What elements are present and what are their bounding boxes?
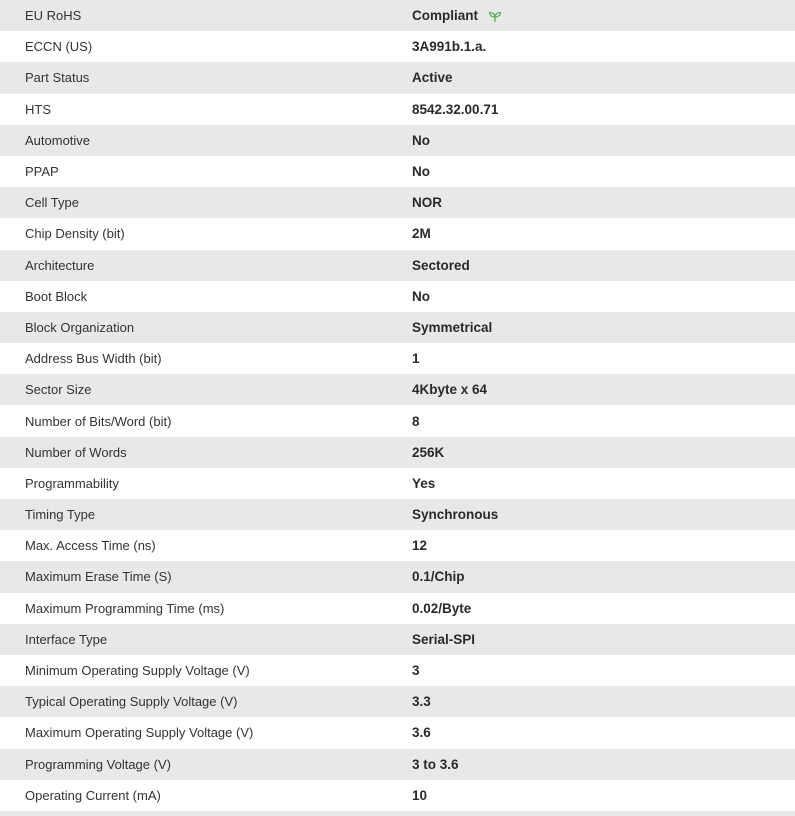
spec-label: Automotive <box>25 132 91 148</box>
spec-value <box>412 0 795 31</box>
spec-label: Typical Operating Supply Voltage (V) <box>25 694 238 710</box>
spec-value: Active <box>412 70 453 86</box>
spec-value: No <box>412 288 430 304</box>
spec-row-boot-block <box>0 281 795 312</box>
spec-row-bits-per-word <box>0 405 795 436</box>
spec-row-eccn <box>0 31 795 62</box>
spec-label: ECCN (US) <box>25 39 93 55</box>
spec-value: 8542.32.00.71 <box>412 101 499 117</box>
spec-row-automotive <box>0 125 795 156</box>
spec-label: Maximum Operating Supply Voltage (V) <box>25 725 254 741</box>
spec-value: 1 <box>412 351 420 367</box>
spec-label: Timing Type <box>25 507 96 523</box>
spec-row-programmability <box>0 468 795 499</box>
spec-value: No <box>412 164 430 180</box>
spec-label: Number of Bits/Word (bit) <box>25 413 172 429</box>
spec-row-cell-type <box>0 187 795 218</box>
spec-label: Sector Size <box>25 382 92 398</box>
spec-row-max-access-time <box>0 530 795 561</box>
spec-row-eu-rohs <box>0 0 795 31</box>
next-row-edge <box>0 811 795 816</box>
spec-row-hts <box>0 94 795 125</box>
spec-value: Sectored <box>412 257 470 273</box>
spec-label: Maximum Erase Time (S) <box>25 569 172 585</box>
spec-label: Part Status <box>25 70 90 86</box>
spec-value: 12 <box>412 538 428 554</box>
spec-value: 8 <box>412 413 420 429</box>
spec-row-interface-type <box>0 624 795 655</box>
spec-value: No <box>412 132 430 148</box>
spec-label: Interface Type <box>25 631 108 647</box>
spec-row-max-erase-time <box>0 561 795 592</box>
spec-label: Programmability <box>25 475 119 491</box>
spec-value: Symmetrical <box>412 319 493 335</box>
spec-value: 3 to 3.6 <box>412 756 459 772</box>
spec-row-timing-type <box>0 499 795 530</box>
spec-label: HTS <box>25 101 51 117</box>
spec-row-chip-density <box>0 218 795 249</box>
spec-value: NOR <box>412 195 442 211</box>
spec-row-programming-voltage <box>0 749 795 780</box>
spec-value: 4Kbyte x 64 <box>412 382 488 398</box>
spec-value: Synchronous <box>412 507 499 523</box>
spec-label: EU RoHS <box>25 8 82 24</box>
spec-row-max-programming-time <box>0 593 795 624</box>
spec-label: Programming Voltage (V) <box>25 756 171 772</box>
spec-label: Number of Words <box>25 444 127 460</box>
spec-label: Cell Type <box>25 195 79 211</box>
spec-label: Minimum Operating Supply Voltage (V) <box>25 663 250 679</box>
spec-label: Max. Access Time (ns) <box>25 538 156 554</box>
spec-label: Architecture <box>25 257 95 273</box>
spec-row-sector-size <box>0 374 795 405</box>
spec-label: Block Organization <box>25 319 135 335</box>
spec-label: PPAP <box>25 164 59 180</box>
spec-row-part-status <box>0 62 795 93</box>
leaf-icon <box>488 11 502 23</box>
spec-row-min-supply-voltage <box>0 655 795 686</box>
spec-row-block-organization <box>0 312 795 343</box>
spec-value: 256K <box>412 444 445 460</box>
spec-row-operating-current <box>0 780 795 811</box>
spec-row-number-of-words <box>0 437 795 468</box>
spec-value: 3.6 <box>412 725 431 741</box>
spec-row-ppap <box>0 156 795 187</box>
spec-value: 3A991b.1.a. <box>412 39 487 55</box>
spec-row-address-bus-width <box>0 343 795 374</box>
spec-label: Operating Current (mA) <box>25 787 161 803</box>
spec-label: Address Bus Width (bit) <box>25 351 162 367</box>
spec-value: 2M <box>412 226 431 242</box>
spec-row-max-supply-voltage <box>0 717 795 748</box>
spec-value: 0.1/Chip <box>412 569 465 585</box>
spec-row-architecture <box>0 250 795 281</box>
spec-label: Maximum Programming Time (ms) <box>25 600 225 616</box>
spec-label: Chip Density (bit) <box>25 226 125 242</box>
spec-row-typ-supply-voltage <box>0 686 795 717</box>
spec-value: 3 <box>412 663 420 679</box>
spec-value: Yes <box>412 475 436 491</box>
spec-value: Serial-SPI <box>412 631 476 647</box>
spec-label: Boot Block <box>25 288 88 304</box>
spec-value-text: Compliant <box>412 8 478 24</box>
spec-value: 3.3 <box>412 694 431 710</box>
spec-value: 10 <box>412 787 428 803</box>
spec-value: 0.02/Byte <box>412 600 472 616</box>
